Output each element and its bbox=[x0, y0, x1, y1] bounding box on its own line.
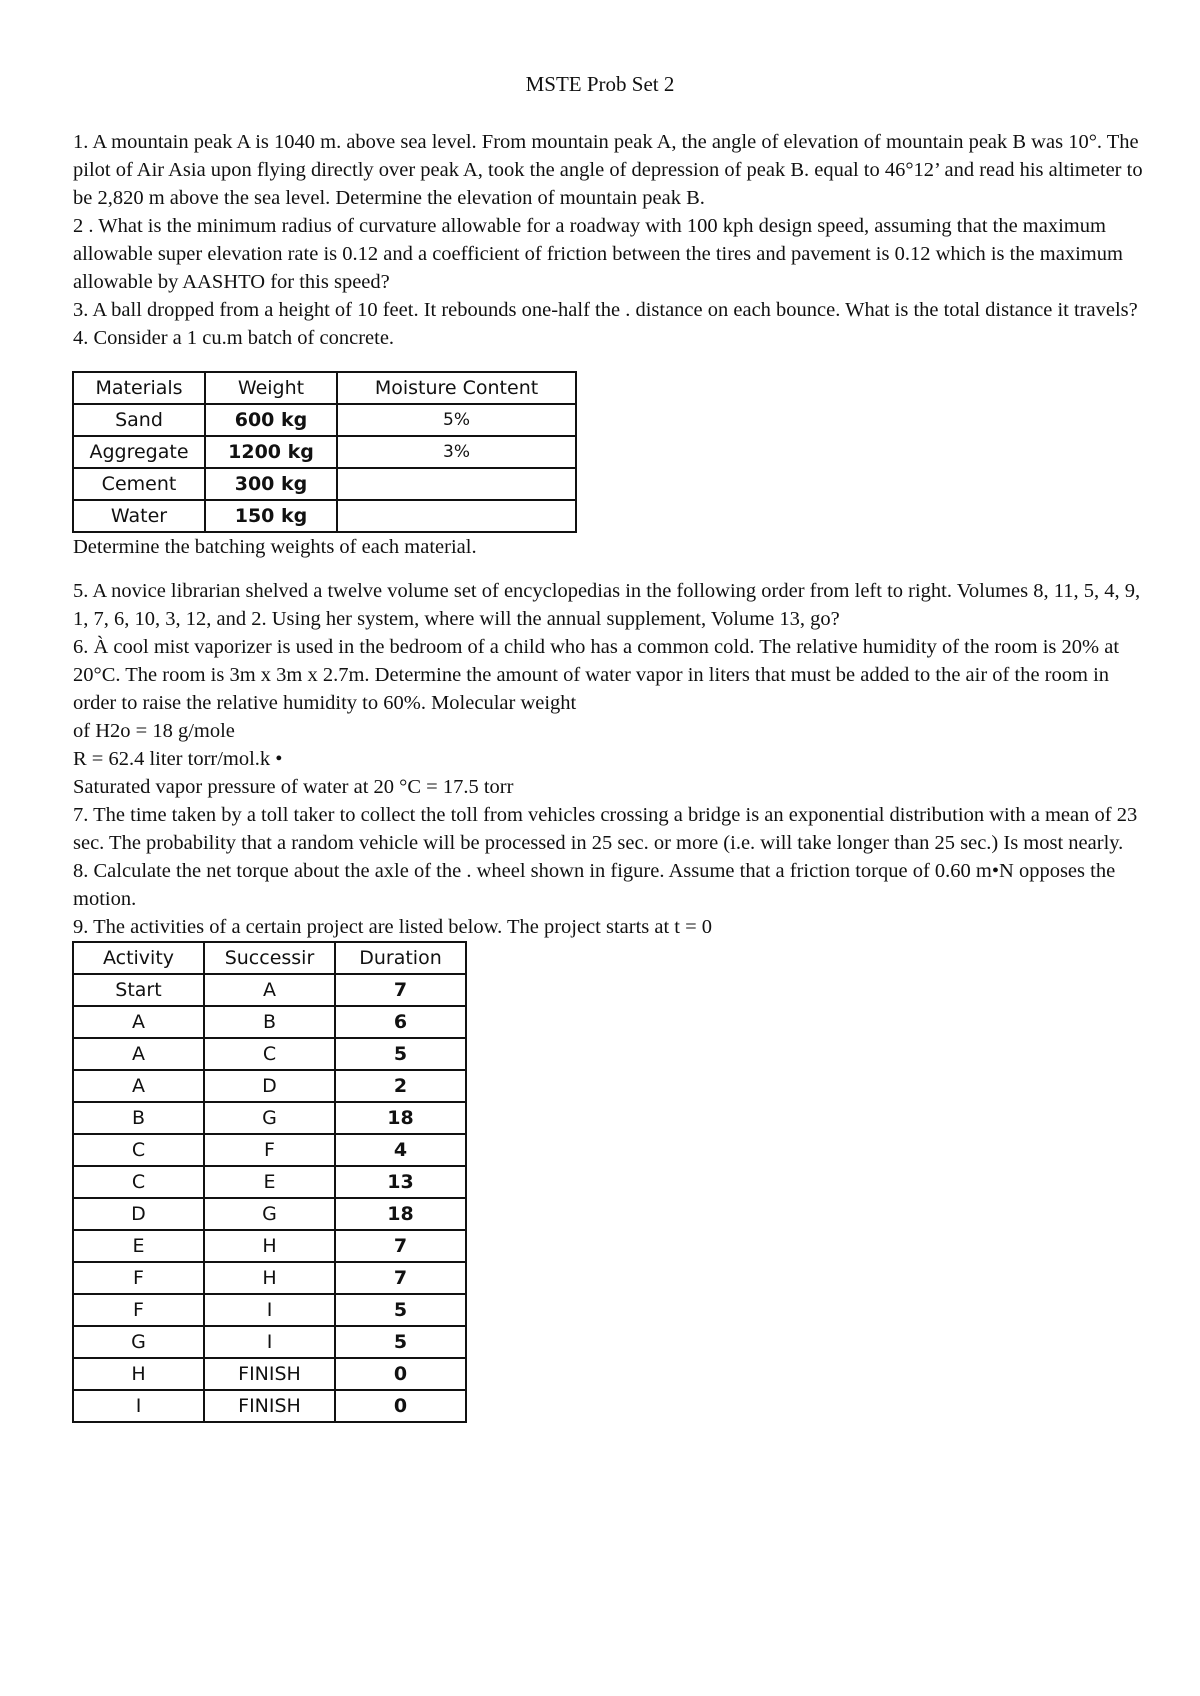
problem-4-instruction: Determine the batching weights of each material. bbox=[73, 536, 477, 558]
table-cell: F bbox=[73, 1294, 204, 1326]
problem-6: 6. À cool mist vaporizer is used in the bedroom of a child who has a common cold. The relative humidity of the room is 20% at 20°C. The room is 3m x 3m x 2.7m. Determine the amount of water vapor in liters that must be added to the air of the room in order to raise the relative humidity to 60%. Molecular weight bbox=[73, 636, 1120, 714]
table-cell: C bbox=[73, 1134, 204, 1166]
page-title: MSTE Prob Set 2 bbox=[525, 72, 675, 96]
problem-6-given-gas-constant: R = 62.4 liter torr/mol.k • bbox=[73, 748, 283, 770]
problem-7: 7. The time taken by a toll taker to collect the toll from vehicles crossing a bridge is an exponential distribution with a mean of 23 sec. The probability that a random vehicle will be processed in 25 sec. or more (i.e. will take longer than 25 sec.) Is most nearly. bbox=[73, 804, 1138, 854]
table-cell: FINISH bbox=[204, 1390, 335, 1422]
table-header-row bbox=[73, 372, 576, 404]
column-header: Successir bbox=[204, 942, 335, 974]
problem-5: 5. A novice librarian shelved a twelve volume set of encyclopedias in the following order from left to right. Volumes 8, 11, 5, 4, 9, 1, 7, 6, 10, 3, 12, and 2. Using her system, where will the annual supplement, Volume 13, go? bbox=[73, 580, 1141, 630]
table-cell: Start bbox=[73, 974, 204, 1006]
spacer bbox=[73, 561, 1143, 577]
table-cell: 0 bbox=[335, 1390, 466, 1422]
table-cell: H bbox=[204, 1230, 335, 1262]
table-row bbox=[73, 1326, 466, 1358]
table-cell: C bbox=[73, 1166, 204, 1198]
table-cell: 18 bbox=[335, 1102, 466, 1134]
table-row bbox=[73, 1198, 466, 1230]
table-cell: Aggregate bbox=[73, 436, 205, 468]
table-cell: 300 kg bbox=[205, 468, 337, 500]
column-header: Moisture Content bbox=[337, 372, 576, 404]
table-cell: 3% bbox=[337, 436, 576, 468]
table-row bbox=[73, 1166, 466, 1198]
table-cell: 13 bbox=[335, 1166, 466, 1198]
table-row bbox=[73, 1294, 466, 1326]
problem-set-body bbox=[73, 128, 1143, 1423]
table-cell: A bbox=[73, 1006, 204, 1038]
table-cell: H bbox=[73, 1358, 204, 1390]
table-row bbox=[73, 1038, 466, 1070]
table-cell: B bbox=[73, 1102, 204, 1134]
problem-4: 4. Consider a 1 cu.m batch of concrete. bbox=[73, 327, 395, 349]
table-cell: E bbox=[73, 1230, 204, 1262]
table-row bbox=[73, 1390, 466, 1422]
table-cell bbox=[337, 500, 576, 532]
table-cell: 2 bbox=[335, 1070, 466, 1102]
column-header: Duration bbox=[335, 942, 466, 974]
table-cell: 6 bbox=[335, 1006, 466, 1038]
problem-9: 9. The activities of a certain project are listed below. The project starts at t = 0 bbox=[73, 916, 713, 938]
table-cell: E bbox=[204, 1166, 335, 1198]
table-cell: Water bbox=[73, 500, 205, 532]
table-cell: D bbox=[73, 1198, 204, 1230]
table-cell: 5 bbox=[335, 1294, 466, 1326]
table-cell: 1200 kg bbox=[205, 436, 337, 468]
table-cell: G bbox=[73, 1326, 204, 1358]
table-cell: 150 kg bbox=[205, 500, 337, 532]
problem-6-given-molecular-weight: of H2o = 18 g/mole bbox=[73, 720, 235, 742]
table-row bbox=[73, 1262, 466, 1294]
table-cell: G bbox=[204, 1102, 335, 1134]
table-cell: A bbox=[73, 1038, 204, 1070]
problem-3: 3. A ball dropped from a height of 10 feet. It rebounds one-half the . distance on each bounce. What is the total distance it travels? bbox=[73, 299, 1138, 321]
table-cell: B bbox=[204, 1006, 335, 1038]
table-row bbox=[73, 404, 576, 436]
table-row bbox=[73, 500, 576, 532]
table-cell: 600 kg bbox=[205, 404, 337, 436]
column-header: Activity bbox=[73, 942, 204, 974]
problem-8: 8. Calculate the net torque about the axle of the . wheel shown in figure. Assume that a friction torque of 0.60 m•N opposes the motion. bbox=[73, 860, 1116, 910]
table-cell: G bbox=[204, 1198, 335, 1230]
table-cell: F bbox=[204, 1134, 335, 1166]
table-cell: 7 bbox=[335, 1262, 466, 1294]
table-cell: H bbox=[204, 1262, 335, 1294]
table-cell: 7 bbox=[335, 974, 466, 1006]
table-cell: D bbox=[204, 1070, 335, 1102]
table-cell: Sand bbox=[73, 404, 205, 436]
table-row bbox=[73, 974, 466, 1006]
table-cell: F bbox=[73, 1262, 204, 1294]
table-cell: I bbox=[204, 1294, 335, 1326]
table-cell: Cement bbox=[73, 468, 205, 500]
table-cell: I bbox=[73, 1390, 204, 1422]
problem-1: 1. A mountain peak A is 1040 m. above sea level. From mountain peak A, the angle of elevation of mountain peak B was 10°. The pilot of Air Asia upon flying directly over peak A, took the angle of depression of peak B. equal to 46°12’ and read his altimeter to be 2,820 m above the sea level. Determine the elevation of mountain peak B. bbox=[73, 131, 1143, 209]
table-cell: 18 bbox=[335, 1198, 466, 1230]
table-row bbox=[73, 1358, 466, 1390]
table-cell bbox=[337, 468, 576, 500]
table-row bbox=[73, 436, 576, 468]
table-header-row bbox=[73, 942, 466, 974]
table-cell: 5 bbox=[335, 1038, 466, 1070]
table-row bbox=[73, 1134, 466, 1166]
table-cell: C bbox=[204, 1038, 335, 1070]
table-cell: 4 bbox=[335, 1134, 466, 1166]
table-cell: I bbox=[204, 1326, 335, 1358]
column-header: Materials bbox=[73, 372, 205, 404]
table-cell: 5% bbox=[337, 404, 576, 436]
table-cell: 7 bbox=[335, 1230, 466, 1262]
table-cell: 5 bbox=[335, 1326, 466, 1358]
table-row bbox=[73, 1102, 466, 1134]
table-row bbox=[73, 468, 576, 500]
table-row bbox=[73, 1230, 466, 1262]
problem-2: 2 . What is the minimum radius of curvature allowable for a roadway with 100 kph design speed, assuming that the maximum allowable super elevation rate is 0.12 and a coefficient of friction between the tires and pavement is 0.12 which is the maximum allowable by AASHTO for this speed? bbox=[73, 215, 1123, 293]
table-cell: A bbox=[204, 974, 335, 1006]
activity-table bbox=[72, 941, 467, 1423]
table-row bbox=[73, 1070, 466, 1102]
table-cell: FINISH bbox=[204, 1358, 335, 1390]
problem-6-given-vapor-pressure: Saturated vapor pressure of water at 20 °C = 17.5 torr bbox=[73, 776, 514, 798]
activity-table-body bbox=[73, 974, 466, 1422]
concrete-mix-table bbox=[72, 371, 577, 533]
table-cell: A bbox=[73, 1070, 204, 1102]
table-row bbox=[73, 1006, 466, 1038]
column-header: Weight bbox=[205, 372, 337, 404]
table-cell: 0 bbox=[335, 1358, 466, 1390]
